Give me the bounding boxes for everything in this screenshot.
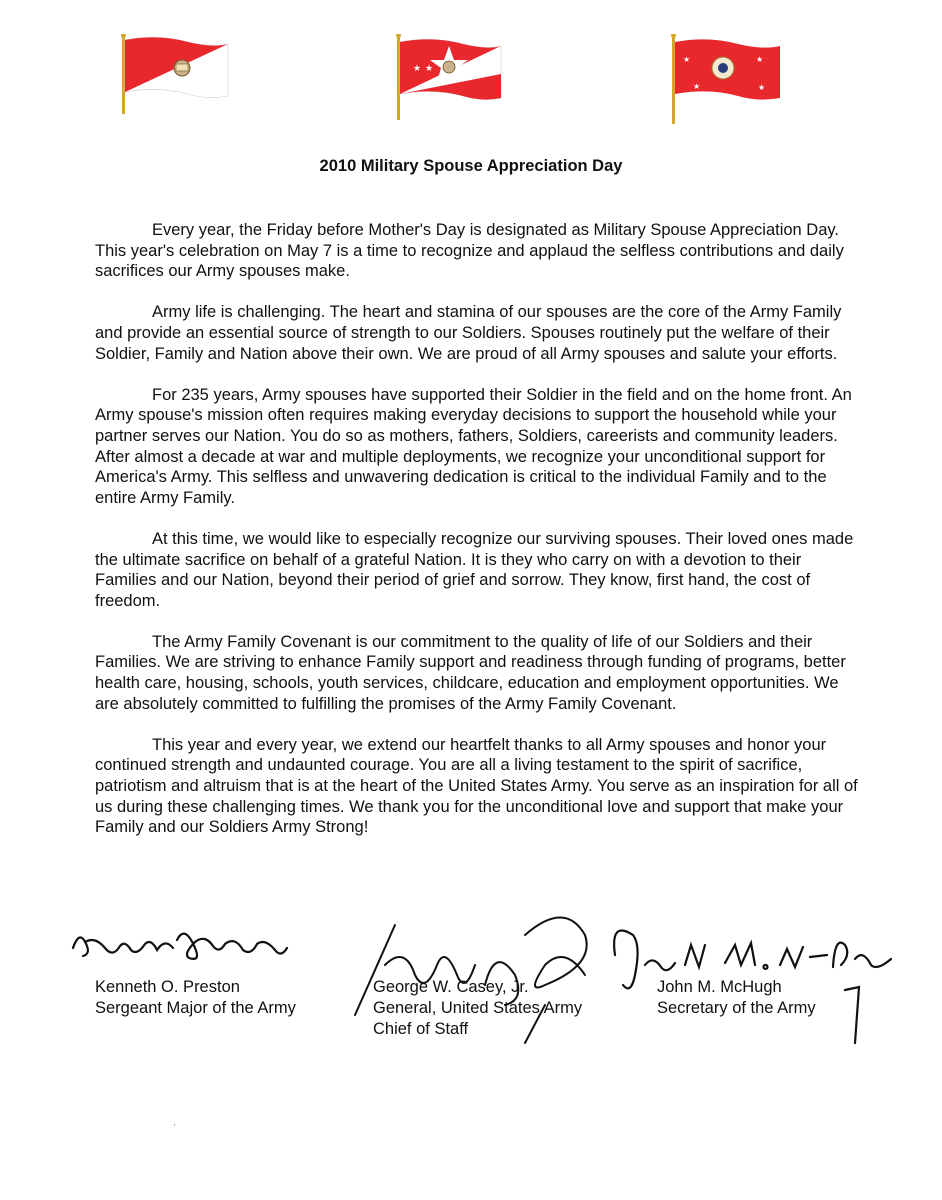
chief-of-staff-flag [393, 34, 505, 120]
paragraph-1: Every year, the Friday before Mother's Day is designated as Military Spouse Appreciation Day. This year's celebration on May 7 is a time to recognize and applaud the selfless contributions and daily sacrifices our Army spouses make. [95, 221, 844, 281]
paragraph-5: The Army Family Covenant is our commitment to the quality of life of our Soldiers and their Families. We are striving to enhance Family support and readiness through funding of programs, better health care, housing, schools, youth services, childcare, education and employment opportunities. We are absolutely committed to fulfilling the promises of the Army Family Covenant. [95, 632, 846, 713]
secretary-flag [668, 34, 783, 124]
signature-block-mchugh [657, 977, 816, 1019]
preston-signature-scribble [65, 918, 295, 978]
signer-title: General, United States Army [373, 999, 583, 1017]
signer-name: George W. Casey, Jr. [373, 978, 529, 996]
svg-text:★: ★ [425, 63, 434, 73]
scan-speck [174, 1124, 175, 1126]
signature-block-preston [95, 977, 296, 1019]
svg-text:★: ★ [413, 63, 422, 73]
letter-body [95, 220, 865, 858]
paragraph-3: For 235 years, Army spouses have supported their Soldier in the field and on the home front. An Army spouse's mission often requires making everyday decisions to support the household while your partner serves our Nation. You do so as mothers, fathers, Soldiers, careerists and community leaders. After almost a decade at war and multiple deployments, we recognize your unconditional support for America's Army. This selfless and unwavering dedication is critical to the individual Family and to the entire Army Family. [95, 385, 852, 507]
svg-text:★: ★ [758, 83, 766, 92]
svg-text:★: ★ [683, 55, 691, 64]
signer-subtitle: Chief of Staff [373, 1020, 469, 1038]
sergeant-major-flag [118, 34, 230, 114]
signer-title: Sergeant Major of the Army [95, 999, 296, 1017]
paragraph-4: At this time, we would like to especially recognize our surviving spouses. Their loved ones made the ultimate sacrifice on behalf of a grateful Nation. It is they who carry on with a devotion to their Families and our Nation, beyond their period of grief and sorrow. They know, first hand, the cost of freedom. [95, 529, 854, 610]
paragraph-2: Army life is challenging. The heart and stamina of our spouses are the core of the Army Family and provide an essential source of strength to our Soldiers. Spouses routinely put the welfare of their Soldier, Family and Nation above their own. We are proud of all Army spouses and salute your efforts. [95, 303, 842, 363]
signature-block-casey [373, 977, 582, 1040]
paragraph-6: This year and every year, we extend our heartfelt thanks to all Army spouses and honor your continued strength and undaunted courage. You are all a living testament to the spirit of sacrifice, patriotism and altruism that is at the heart of the United States Army. You serve as an inspiration for all of us during these challenging times. We thank you for the unconditional love and support that make your Family and our Soldiers Army Strong! [95, 735, 858, 837]
letter-title: 2010 Military Spouse Appreciation Day [319, 157, 623, 175]
signer-title: Secretary of the Army [657, 999, 816, 1017]
svg-text:★: ★ [466, 63, 475, 73]
signer-name: John M. McHugh [657, 978, 782, 996]
signer-name: Kenneth O. Preston [95, 978, 240, 996]
svg-text:★: ★ [693, 82, 701, 91]
svg-text:★: ★ [756, 55, 764, 64]
svg-text:★: ★ [478, 63, 487, 73]
